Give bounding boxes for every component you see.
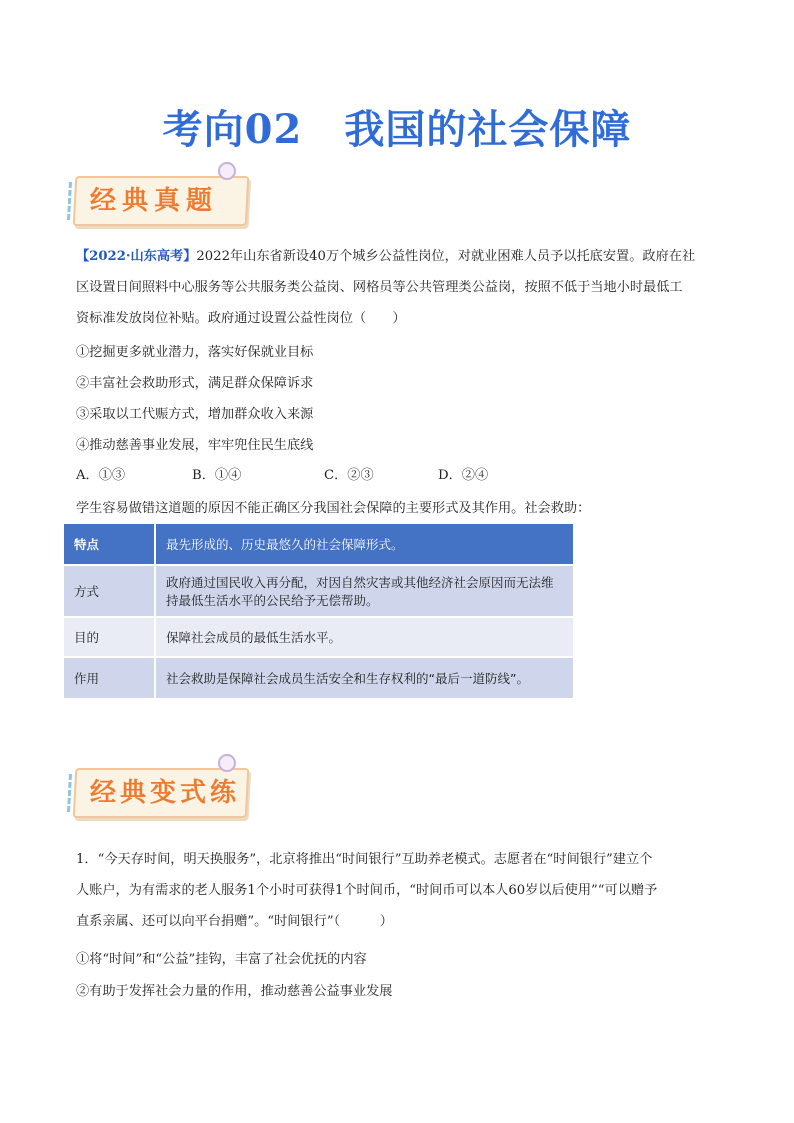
practice-item: ②有助于发挥社会力量的作用，推动慈善公益事业发展 bbox=[76, 984, 393, 999]
practice-stem: 1．“今天存时间，明天换服务”，北京将推出“时间银行”互助养老模式。志愿者在“时间银行”建立个 人账户，为有需求的老人服务1个小时可获得1个时间币，“时间币可以本人60岁以后使用”“可以赠予 直系亲属、还可以向平台捐赠”。“时间银行”（ ） bbox=[76, 852, 658, 929]
question-item: ④推动慈善事业发展，牢牢兜住民生底线 bbox=[76, 438, 314, 453]
question-item: ③采取以工代赈方式，增加群众收入来源 bbox=[76, 407, 314, 422]
paperclip-icon bbox=[218, 162, 236, 180]
error-note: 学生容易做错这道题的原因不能正确区分我国社会保障的主要形式及其作用。社会救助： bbox=[76, 501, 591, 516]
table-cell: 社会救助是保障社会成员生活安全和生存权利的“最后一道防线”。 bbox=[156, 658, 575, 700]
table-row bbox=[64, 618, 575, 658]
option-d: D．②④ bbox=[438, 468, 489, 483]
option-a: A．①③ bbox=[76, 468, 126, 483]
table-header-row bbox=[64, 524, 575, 566]
paperclip-icon bbox=[218, 754, 236, 772]
practice-item: ①将“时间”和“公益”挂钩，丰富了社会优抚的内容 bbox=[76, 952, 367, 967]
question-item: ②丰富社会救助形式，满足群众保障诉求 bbox=[76, 376, 314, 391]
table-cell: 保障社会成员的最低生活水平。 bbox=[156, 618, 575, 658]
question-stem: 【2022·山东高考】2022年山东省新设40万个城乡公益性岗位，对就业困难人员予以托底安置。政府在社 区设置日间照料中心服务等公共服务类公益岗、网格员等公共管理类公益岗，按照不低于当地小时最低工 资标准发放岗位补贴。政府通过设置公益性岗位（ ） bbox=[76, 249, 696, 326]
table-row bbox=[64, 658, 575, 700]
title-code: 考向02 bbox=[162, 106, 303, 153]
title-topic: 我国的社会保障 bbox=[344, 106, 632, 153]
social-assistance-table bbox=[64, 524, 575, 700]
table-cell: 方式 bbox=[64, 566, 156, 618]
table-cell: 目的 bbox=[64, 618, 156, 658]
table-row bbox=[64, 566, 575, 618]
table-cell: 特点 bbox=[64, 524, 156, 566]
section-badge-variant-practice: 经典变式练 bbox=[68, 760, 256, 822]
option-c: C．②③ bbox=[324, 468, 374, 483]
question-source: 【2022·山东高考】 bbox=[76, 249, 197, 264]
question-item: ①挖掘更多就业潜力，落实好保就业目标 bbox=[76, 345, 314, 360]
option-b: B．①④ bbox=[192, 468, 242, 483]
table-cell: 政府通过国民收入再分配，对因自然灾害或其他经济社会原因而无法维持最低生活水平的公民给予无偿帮助。 bbox=[156, 566, 575, 618]
table-cell: 最先形成的、历史最悠久的社会保障形式。 bbox=[156, 524, 575, 566]
page-title bbox=[0, 98, 794, 155]
answer-options bbox=[76, 464, 576, 484]
section-badge-classic-question: 经典真题 bbox=[68, 168, 256, 230]
table-cell: 作用 bbox=[64, 658, 156, 700]
